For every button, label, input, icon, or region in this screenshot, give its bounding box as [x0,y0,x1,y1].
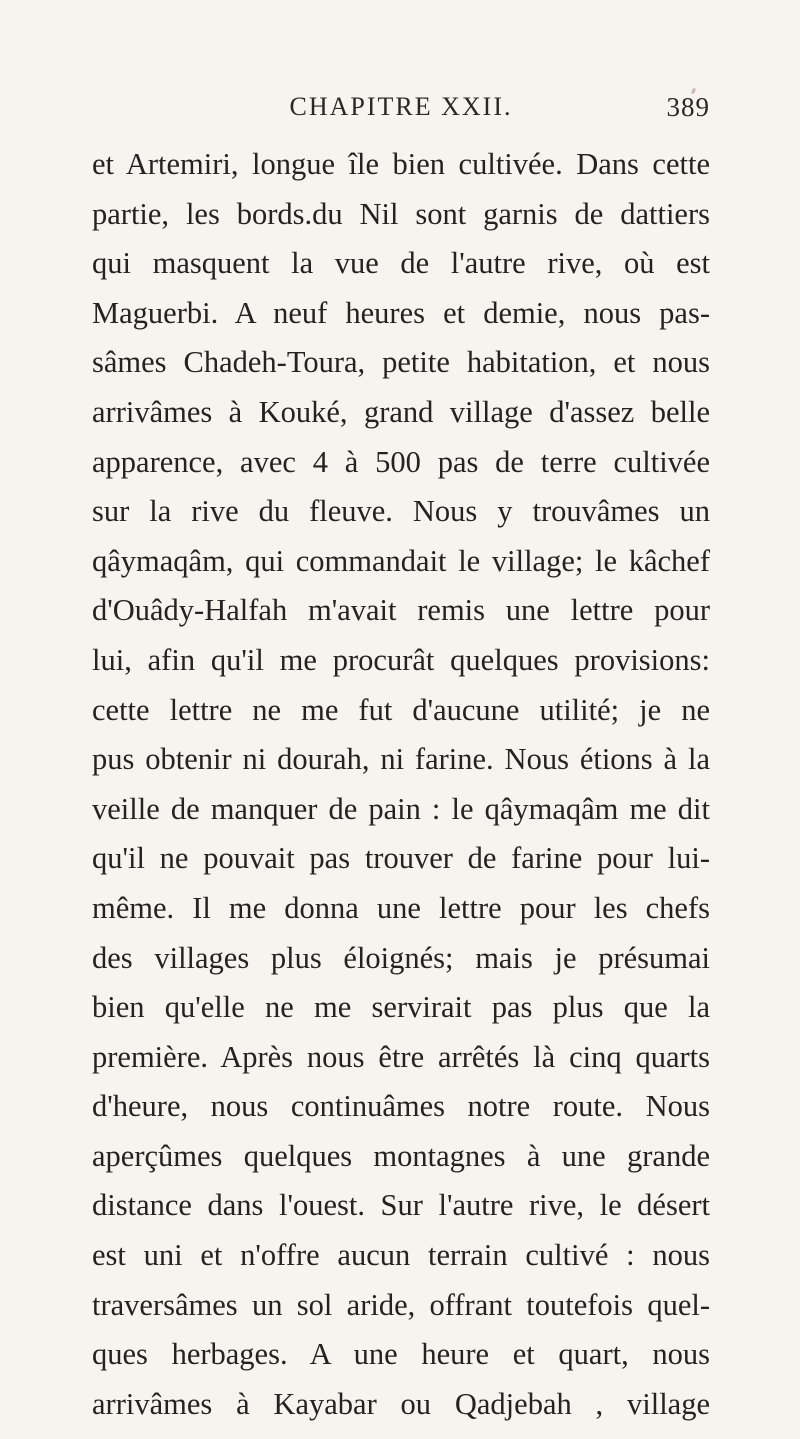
text-line: est uni et n'offre aucun terrain cultivé : nous [92,1238,710,1273]
text-line: sâmes Chadeh-Toura, petite habitation, et nous [92,345,710,380]
text-line: qâymaqâm, qui commandait le village; le kâchef [92,543,710,578]
text-line: lui, afin qu'il me procurât quelques provisions: [92,642,710,677]
text-line: qui masquent la vue de l'autre rive, où est [92,246,710,281]
text-line: pus obtenir ni dourah, ni farine. Nous étions à la [92,742,710,777]
text-line: cette lettre ne me fut d'aucune utilité; je ne [92,692,710,727]
running-head [92,84,710,124]
text-line: Maguerbi. A neuf heures et demie, nous pas- [92,295,710,330]
text-line: veille de manquer de pain : le qâymaqâm me dit [92,791,710,826]
page-number: 389 [666,92,710,122]
text-line: distance dans l'ouest. Sur l'autre rive, le désert [92,1188,710,1223]
text-line: qu'il ne pouvait pas trouver de farine pour lui- [92,841,710,876]
text-line: aperçûmes quelques montagnes à une grande [92,1138,710,1173]
text-line: des villages plus éloignés; mais je présumai [92,940,710,975]
text-line: traversâmes un sol aride, offrant toutefois quel- [92,1287,710,1322]
text-line: bien qu'elle ne me servirait pas plus que la [92,990,710,1025]
text-line: apparence, avec 4 à 500 pas de terre cultivée [92,444,710,479]
text-line: d'heure, nous continuâmes notre route. Nous [92,1089,710,1124]
body-text [92,140,710,1429]
text-line: même. Il me donna une lettre pour les chefs [92,890,710,925]
chapter-title: CHAPITRE XXII. [289,92,513,121]
text-line: sur la rive du fleuve. Nous y trouvâmes un [92,494,710,529]
text-line: partie, les bords.du Nil sont garnis de dattiers [92,196,710,231]
text-line: arrivâmes à Kayabar ou Qadjebah , village [92,1386,710,1421]
text-line: première. Après nous être arrêtés là cinq quarts [92,1039,710,1074]
text-line: et Artemiri, longue île bien cultivée. Dans cette [92,147,710,181]
text-line: d'Ouâdy-Halfah m'avait remis une lettre pour [92,593,710,628]
text-line: arrivâmes à Kouké, grand village d'assez belle [92,394,710,429]
text-line: ques herbages. A une heure et quart, nous [92,1337,710,1372]
